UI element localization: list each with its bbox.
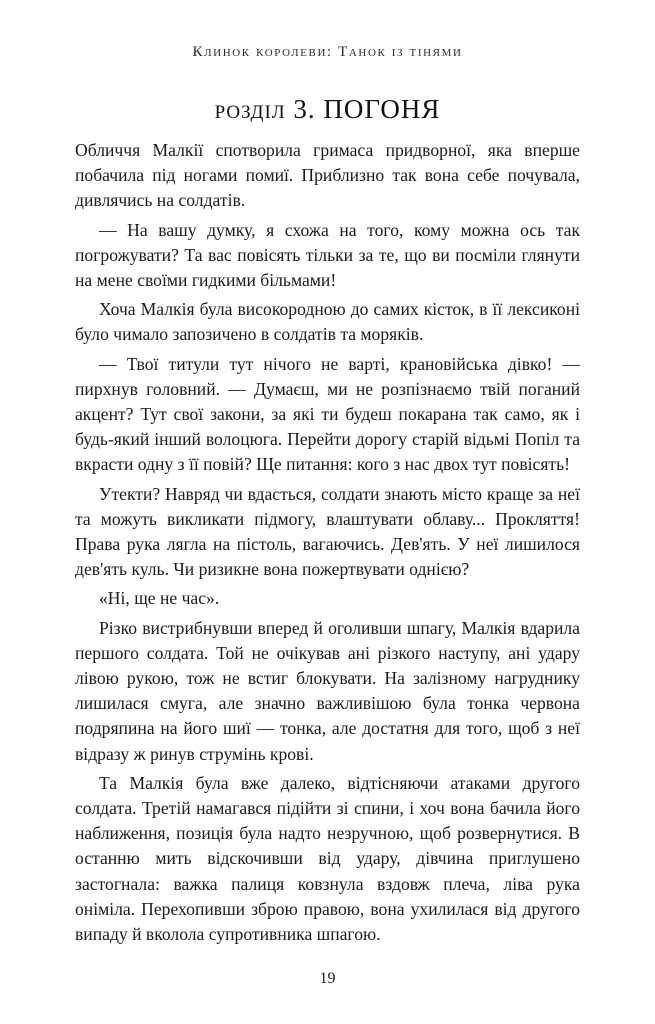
paragraph: — Твої титули тут нічого не варті, крановійська дівко! — пирхнув головний. — Думаєш, ми не розпізнаємо твій поганий акцент? Тут свої закони, за які ти будеш покарана так само, як і будь-який інший волоцюга. Перейти дорогу старій відьмі Попіл та вкрасти одну з її повій? Ще питання: кого з нас двох тут повісять! xyxy=(75,353,580,475)
chapter-heading xyxy=(0,94,655,125)
paragraph: — На вашу думку, я схожа на того, кому можна ось так погрожувати? Та вас повісять тільки за те, що ви посміли глянути на мене своїми гидкими більмами! xyxy=(75,219,580,291)
chapter-title: ПОГОНЯ xyxy=(323,94,441,124)
page-number: 19 xyxy=(319,970,336,987)
body-text xyxy=(75,138,580,947)
running-header: Клинок королеви: Танок із тінями xyxy=(192,44,463,60)
paragraph: Та Малкія була вже далеко, відтісняючи атаками другого солдата. Третій намагався підійти зі спини, і хоч вона бачила його наближення, позиція була надто незручною, щоб розвернутися. В останню мить відскочивши від удару, дівчина приглушено застогнала: важка палиця ковзнула вздовж плеча, ліва рука оніміла. Перехопивши зброю правою, вона ухилилася від другого випаду й вколола супротивника шпагою. xyxy=(75,772,580,945)
chapter-label: розділ 3. xyxy=(214,94,316,124)
paragraph: Різко вистрибнувши вперед й оголивши шпагу, Малкія вдарила першого солдата. Той не очікував ані різкого наступу, ані удару лівою рукою, тож не встиг блокувати. На залізному нагруднику лишилася смуга, але значно важливішою була тонка червона подряпина на його шиї — тонка, але достатня для того, щоб з неї відразу ж ринув струмінь крові. xyxy=(75,617,580,764)
paragraph: Утекти? Навряд чи вдасться, солдати знають місто краще за неї та можуть викликати підмогу, влаштувати облаву... Прокляття! Права рука лягла на пістоль, вагаючись. Дев'ять. У неї лишилося дев'ять куль. Чи ризикне вона пожертвувати однією? xyxy=(75,483,580,580)
paragraph: «Ні, ще не час». xyxy=(99,588,220,609)
paragraph: Хоча Малкія була високородною до самих кісток, в її лексиконі було чимало запозичено в солдатів та моряків. xyxy=(75,299,580,345)
paragraph: Обличчя Малкії спотворила гримаса придворної, яка вперше побачила під ногами помиї. Приблизно так вона себе почувала, дивлячись на солдатів. xyxy=(75,140,580,211)
